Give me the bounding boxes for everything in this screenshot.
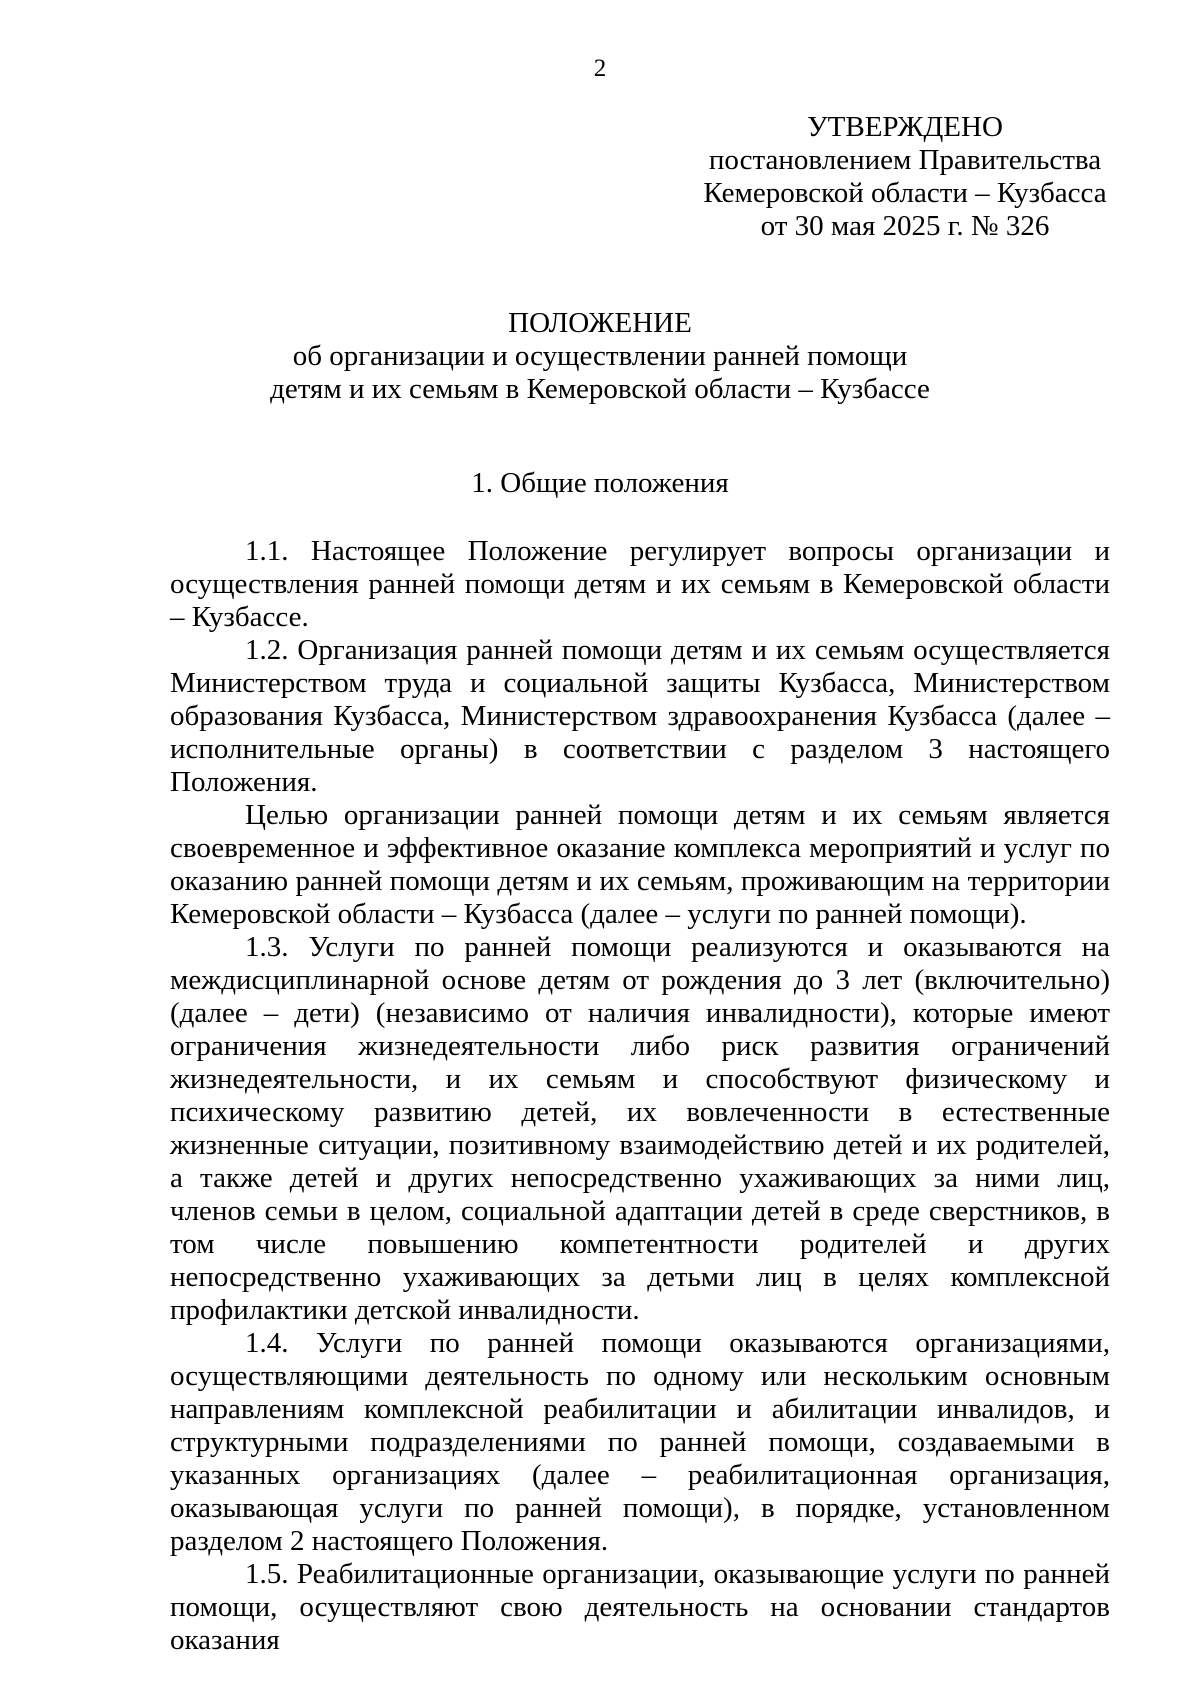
approval-line: от 30 мая 2025 г. № 326 bbox=[760, 210, 1050, 242]
section-heading: 1. Общие положения bbox=[471, 467, 729, 499]
approval-line: постановлением Правительства bbox=[708, 144, 1102, 176]
title-line: ПОЛОЖЕНИЕ bbox=[508, 307, 692, 339]
approval-line: УТВЕРЖДЕНО bbox=[807, 111, 1003, 143]
paragraph: 1.2. Организация ранней помощи детям и их семьям осуществляется Министерством труда и социальной защиты Кузбасса, Министерством образования Кузбасса, Министерством здравоохранения Кузбасса (далее – исполнительные органы) в соответствии с разделом 3 настоящего Положения. bbox=[170, 634, 1110, 798]
paragraph: 1.4. Услуги по ранней помощи оказываются организациями, осуществляющими деятельность по одному или нескольким основным направлениям комплексной реабилитации и абилитации инвалидов, и структурными подразделениями по ранней помощи, создаваемыми в указанных организациях (далее – реабилитационная организация, оказывающая услуги по ранней помощи), в порядке, установленном разделом 2 настоящего Положения. bbox=[170, 1327, 1110, 1557]
page-number: 2 bbox=[593, 55, 607, 82]
document-title bbox=[0, 307, 1200, 406]
paragraph: 1.3. Услуги по ранней помощи реализуются и оказываются на междисциплинарной основе детям от рождения до 3 лет (включительно) (далее – дети) (независимо от наличия инвалидности), которые имеют ограничения жизнедеятельности либо риск развития ограничений жизнедеятельности, и их семьям и способствуют физическому и психическому развитию детей, их вовлеченности в естественные жизненные ситуации, позитивному взаимодействию детей и их родителей, а также детей и других непосредственно ухаживающих за ними лиц, членов семьи в целом, социальной адаптации детей в среде сверстников, в том числе повышению компетентности родителей и других непосредственно ухаживающих за детьми лиц в целях комплексной профилактики детской инвалидности. bbox=[170, 931, 1110, 1326]
approval-line: Кемеровской области – Кузбасса bbox=[703, 177, 1107, 209]
title-line: об организации и осуществлении ранней помощи bbox=[292, 340, 908, 372]
paragraph: 1.5. Реабилитационные организации, оказывающие услуги по ранней помощи, осуществляют свою деятельность на основании стандартов оказания bbox=[170, 1558, 1110, 1656]
paragraph: 1.1. Настоящее Положение регулирует вопросы организации и осуществления ранней помощи детям и их семьям в Кемеровской области – Кузбассе. bbox=[170, 535, 1110, 633]
title-line: детям и их семьям в Кемеровской области – Кузбассе bbox=[270, 373, 930, 405]
document-body bbox=[170, 535, 1110, 1657]
approval-block bbox=[700, 111, 1110, 243]
paragraph: Целью организации ранней помощи детям и их семьям является своевременное и эффективное оказание комплекса мероприятий и услуг по оказанию ранней помощи детям и их семьям, проживающим на территории Кемеровской области – Кузбасса (далее – услуги по ранней помощи). bbox=[170, 799, 1110, 930]
